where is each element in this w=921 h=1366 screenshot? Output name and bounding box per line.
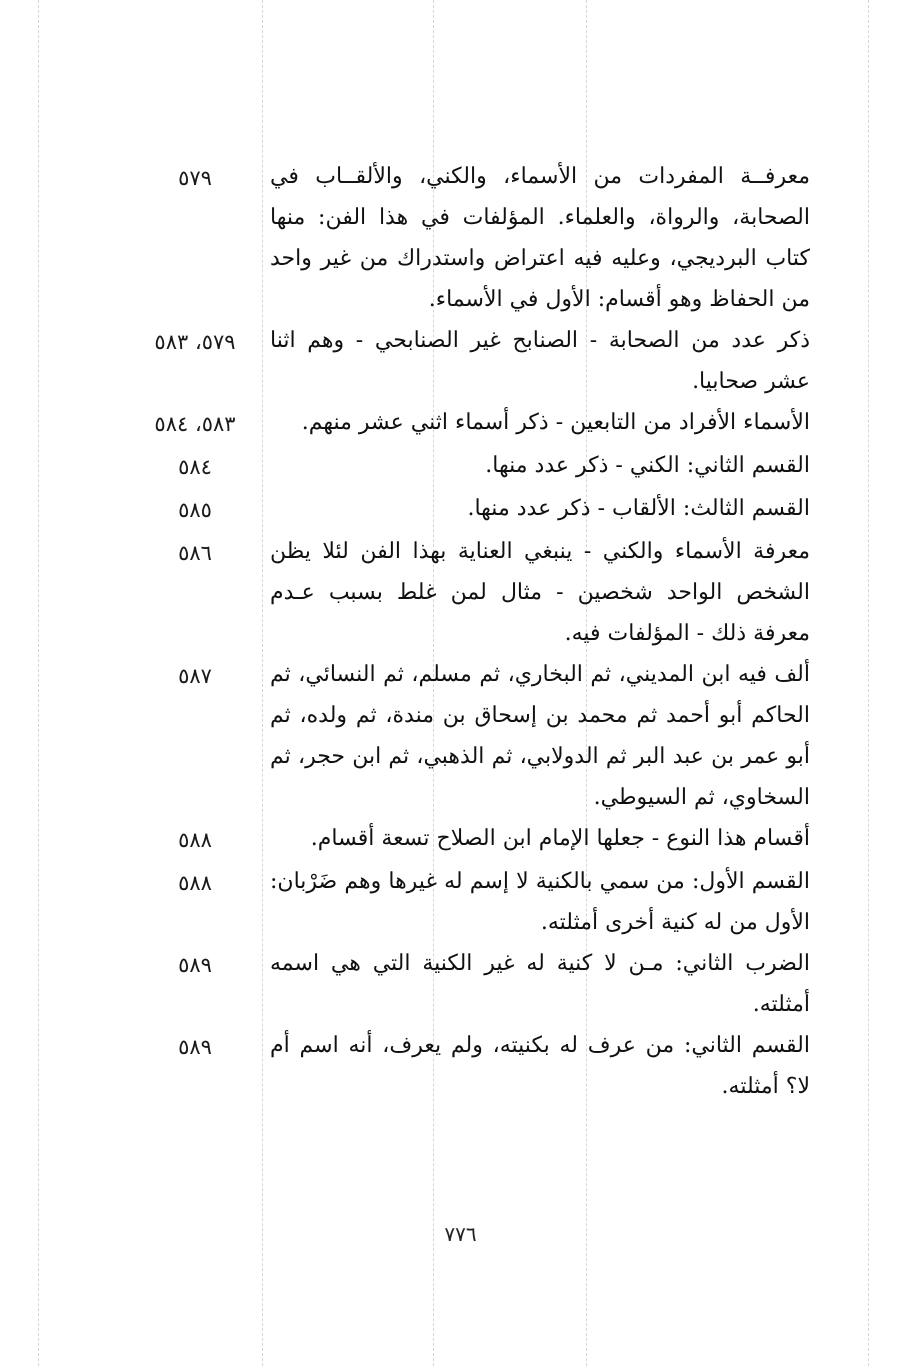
entry-text: معرفــة المفردات من الأسماء، والكني، والألقــاب في الصحابة، والرواة، والعلماء. المؤلفات في هذا الفن: منها كتاب البرديجي، وعليه فيه اعتراض واستدراك من غير واحد من الحفاظ وهو أقسام: الأول في الأسماء.	[270, 164, 810, 312]
index-entry	[120, 531, 810, 654]
entry-text: القسم الأول: من سمي بالكنية لا إسم له غيرها وهم ضَرْبان: الأول من له كنية أخرى أمثلته.	[270, 869, 810, 935]
entry-text: القسم الثالث: الألقاب - ذكر عدد منها.	[467, 496, 810, 521]
index-entry	[120, 654, 810, 818]
page-number: ٧٧٦	[444, 1222, 477, 1246]
index-entry	[120, 488, 810, 531]
index-entry	[120, 861, 810, 943]
index-entry	[120, 445, 810, 488]
entry-page-numbers: ٥٨٨	[178, 828, 212, 852]
entry-text: أقسام هذا النوع - جعلها الإمام ابن الصلاح تسعة أقسام.	[310, 826, 810, 851]
entry-page-numbers: ٥٨٤	[178, 455, 212, 479]
entry-page-numbers: ٥٧٩	[178, 166, 212, 190]
entry-text: الأسماء الأفراد من التابعين - ذكر أسماء اثني عشر منهم.	[301, 410, 810, 435]
index-entry	[120, 943, 810, 1025]
entry-page-numbers: ٥٧٩، ٥٨٣	[154, 330, 236, 354]
entry-text: القسم الثاني: الكني - ذكر عدد منها.	[485, 453, 810, 478]
index-entry	[120, 320, 810, 402]
entry-page-numbers: ٥٨٨	[178, 871, 212, 895]
index-list	[120, 156, 810, 1107]
entry-text: ذكر عدد من الصحابة - الصنابح غير الصنابحي - وهم اثنا عشر صحابيا.	[270, 328, 810, 394]
entry-text: الضرب الثاني: مـن لا كنية له غير الكنية التي هي اسمه أمثلته.	[270, 951, 810, 1017]
entry-text: معرفة الأسماء والكني - ينبغي العناية بهذا الفن لئلا يظن الشخص الواحد شخصين - مثال لمن غلط بسبب عـدم معرفة ذلك - المؤلفات فيه.	[270, 539, 810, 646]
index-entry	[120, 818, 810, 861]
scan-artifact-line	[38, 0, 39, 1366]
entry-text: ألف فيه ابن المديني، ثم البخاري، ثم مسلم، ثم النسائي، ثم الحاكم أبو أحمد ثم محمد بن إسحاق بن مندة، ثم ولده، ثم أبو عمر بن عبد البر ثم الدولابي، ثم الذهبي، ثم ابن حجر، ثم السخاوي، ثم السيوطي.	[270, 662, 811, 810]
entry-page-numbers: ٥٨٥	[178, 498, 212, 522]
entry-page-numbers: ٥٨٦	[178, 541, 212, 565]
entry-page-numbers: ٥٨٣، ٥٨٤	[154, 412, 236, 436]
index-entry	[120, 156, 810, 320]
entry-page-numbers: ٥٨٩	[178, 953, 212, 977]
index-entry	[120, 1025, 810, 1107]
entry-text: القسم الثاني: من عرف له بكنيته، ولم يعرف، أنه اسم أم لا؟ أمثلته.	[270, 1033, 810, 1099]
entry-page-numbers: ٥٨٩	[178, 1035, 212, 1059]
index-entry	[120, 402, 810, 445]
entry-page-numbers: ٥٨٧	[178, 664, 212, 688]
scan-artifact-line	[868, 0, 869, 1366]
